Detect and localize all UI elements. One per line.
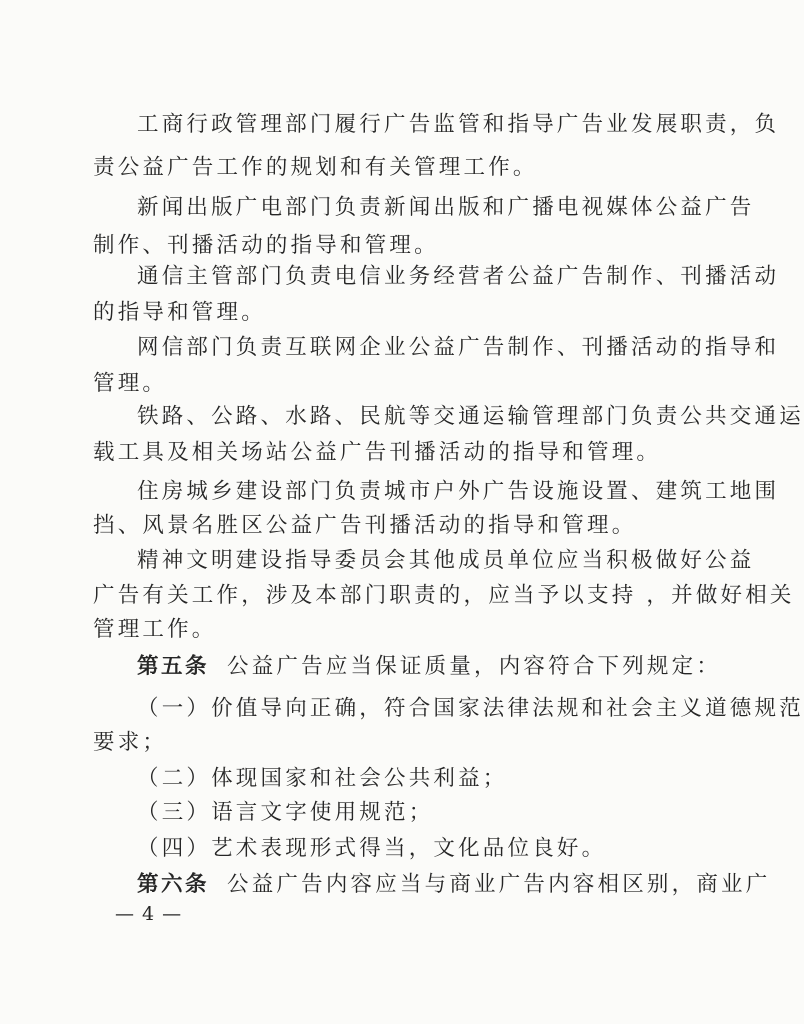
text-line: 新闻出版广电部门负责新闻出版和广播电视媒体公益广告 bbox=[137, 195, 755, 220]
article-6-heading: 第六条 bbox=[137, 872, 210, 897]
text-line: 住房城乡建设部门负责城市户外广告设施设置、建筑工地围 bbox=[137, 479, 780, 504]
text-line: 精神文明建设指导委员会其他成员单位应当积极做好公益 bbox=[137, 548, 755, 573]
text-line: 铁路、公路、水路、民航等交通运输管理部门负责公共交通运 bbox=[137, 404, 804, 429]
text-line: 工商行政管理部门履行广告监管和指导广告业发展职责，负 bbox=[137, 112, 780, 137]
text-line: 的指导和管理。 bbox=[93, 300, 266, 325]
text-line: 挡、风景名胜区公益广告刊播活动的指导和管理。 bbox=[93, 513, 637, 538]
text-line: 广告有关工作，涉及本部门职责的，应当予以支持 ，并做好相关 bbox=[93, 583, 795, 608]
text-line: （二）体现国家和社会公共利益； bbox=[137, 766, 508, 791]
article-5-text: 公益广告应当保证质量，内容符合下列规定： bbox=[227, 654, 722, 679]
text-line: 通信主管部门负责电信业务经营者公益广告制作、刊播活动 bbox=[137, 264, 780, 289]
text-line: （四）艺术表现形式得当，文化品位良好。 bbox=[137, 836, 607, 861]
text-line: 载工具及相关场站公益广告刊播活动的指导和管理。 bbox=[93, 440, 662, 465]
article-6-line bbox=[137, 870, 770, 900]
text-line: 要求； bbox=[93, 730, 168, 755]
article-5-heading: 第五条 bbox=[137, 654, 210, 679]
text-line: 制作、刊播活动的指导和管理。 bbox=[93, 233, 439, 258]
text-line: 责公益广告工作的规划和有关管理工作。 bbox=[93, 155, 538, 180]
page-number: — 4 — bbox=[115, 903, 183, 925]
text-line: 网信部门负责互联网企业公益广告制作、刊播活动的指导和 bbox=[137, 335, 780, 360]
article-6-text: 公益广告内容应当与商业广告内容相区别，商业广 bbox=[227, 872, 771, 897]
text-line: 管理工作。 bbox=[93, 617, 217, 642]
text-line: （一）价值导向正确，符合国家法律法规和社会主义道德规范 bbox=[137, 696, 804, 721]
text-line: （三）语言文字使用规范； bbox=[137, 800, 434, 825]
text-line: 管理。 bbox=[93, 371, 168, 396]
article-5-line bbox=[137, 652, 721, 682]
